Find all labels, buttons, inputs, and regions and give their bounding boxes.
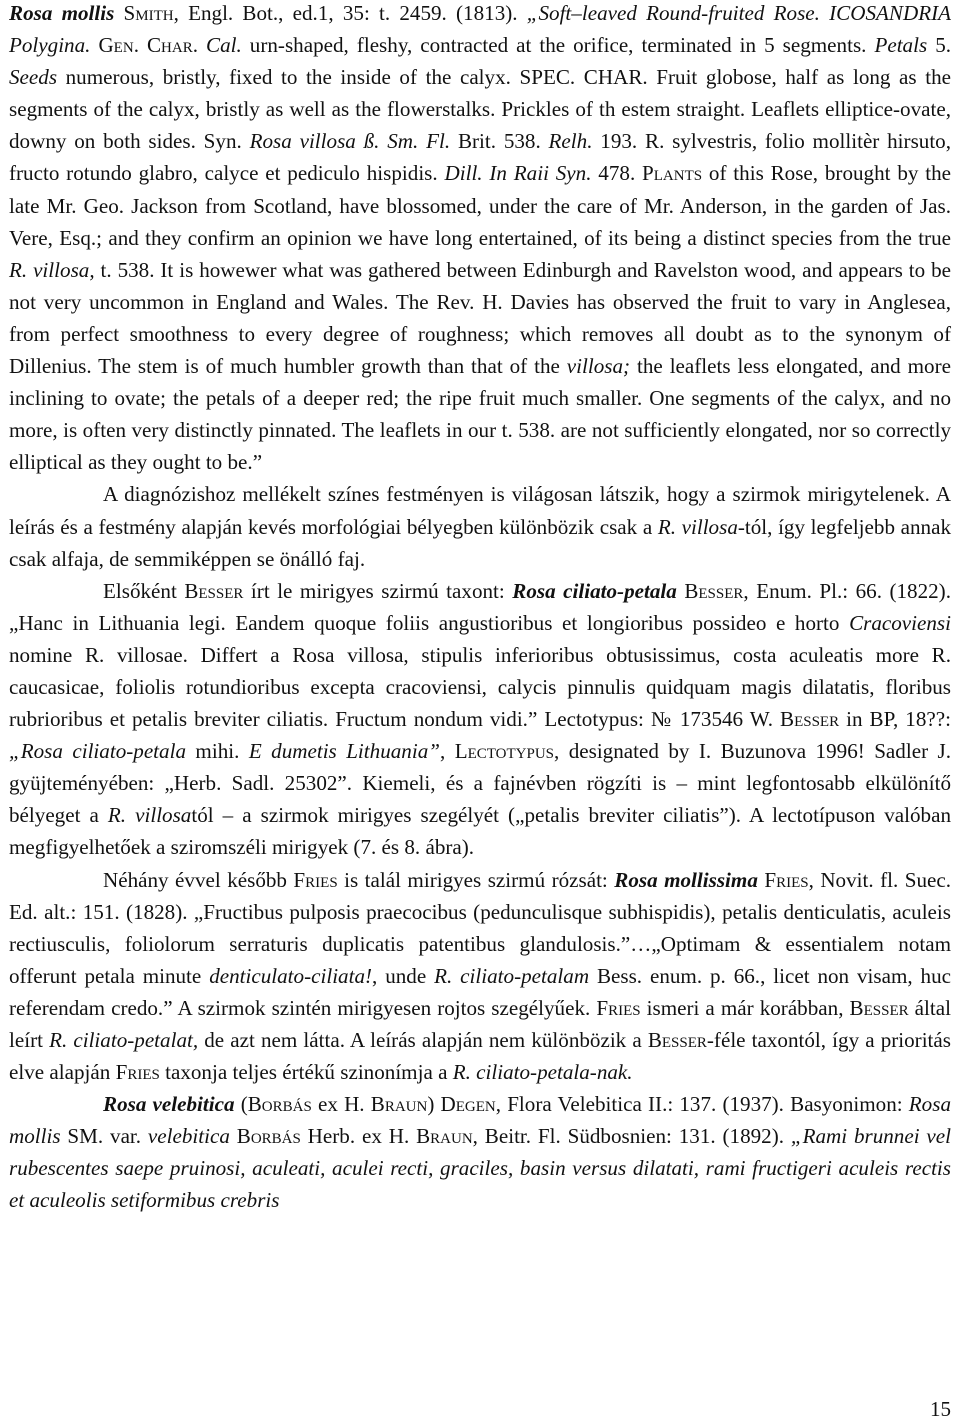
text-run — [230, 1124, 237, 1148]
text-run: t. 538. It is howewer what was gathered between Edinburgh and Ravelston wood, and appears to be not very uncommon in England and Wales. The Rev. H. Davies has observed the fruit to vary in Anglesea, from perfect smoothness to every degree of roughness; which removes all doubt as to the synonym of Dillenius. The stem is of much humbler growth than that of the — [9, 257, 952, 379]
text-run: R. ciliato-petalat, — [49, 1028, 199, 1052]
text-run: Petals — [874, 33, 928, 58]
text-run: denticulato-ciliata! — [209, 963, 373, 988]
text-run: , Beitr. Fl. Südbosnien: 131. (1892). — [472, 1124, 791, 1149]
text-run: , unde — [372, 963, 435, 988]
text-run: ex H. — [311, 1092, 371, 1117]
text-run: Seeds — [9, 65, 58, 90]
text-run: of this Rose, brought by the late Mr. Geo. Jackson from Scotland, have blossomed, under the care of Mr. Anderson, in the garden of Jas. Vere, Esq.; and they confirm an opinion we have long entertained, of its being a distinct species from the true — [9, 161, 951, 250]
text-run: Rosa mollissima — [614, 867, 758, 892]
text-run: Degen — [440, 1092, 496, 1117]
text-run: Herb. ex H. — [300, 1124, 417, 1149]
text-run: Fries — [293, 867, 338, 892]
text-run: , Enum. Pl.: 66. (1822). „Hanc in Lithuania legi. Eandem quoque foliis angustioribus et longioribus possideo e horto — [9, 578, 951, 635]
text-run: Fries — [115, 1060, 160, 1085]
text-run: urn-shaped, fleshy, contracted at the orifice, terminated in 5 segments. — [241, 33, 875, 58]
text-run: Borbás — [247, 1092, 312, 1117]
text-run: R. villosa, — [9, 257, 95, 282]
text-run: Rosa villosa ß. Sm. Fl. — [249, 129, 451, 154]
text-run: -tól, így legfeljebb annak csak alfaja, de semmiképpen se önálló faj. — [9, 514, 951, 571]
text-run: . — [133, 33, 147, 58]
text-run: de azt nem látta. A leírás alapján nem különbözik a — [198, 1028, 648, 1052]
text-run: -féle taxontól, így a prioritás elve alapján — [9, 1028, 951, 1085]
text-run: 193. R. sylvestris, folio mollitèr hirsuto, fructo rotundo glabro, calyce et pediculo hispidis. — [9, 129, 952, 186]
text-run: , designated by I. Buzunova 1996! Sadler J. gyüjteményében: „Herb. Sadl. 25302”. Kiemeli, és a fajnévben rögzíti is – mint legfontosabb elkülönítő bélyeget a — [9, 739, 952, 828]
text-run: mihi. — [186, 739, 249, 764]
text-run: Smith — [123, 1, 174, 25]
page-number: 15 — [930, 1397, 951, 1421]
text-run: R. ciliato-petalam — [434, 963, 590, 988]
text-run: Brit. 538. — [450, 129, 549, 154]
text-run: R. ciliato-petala-nak. — [452, 1060, 633, 1085]
text-run: 5. — [927, 33, 952, 58]
text-run: R. villosa — [657, 514, 738, 539]
text-run: . — [192, 33, 207, 58]
text-run: the leaflets less elongated, and more inclining to ovate; the petals of a deeper red; the ripe fruit much smaller. One segments of the calyx, and no more, is often very distinctly pinnated. The leaflets in our t. 538. are not sufficiently elongated, nor so correctly elliptical as they ought to be.” — [9, 354, 951, 475]
text-run: ) — [427, 1092, 441, 1117]
text-run: , Flora Velebitica II.: 137. (1937). Basyonimon: — [495, 1092, 909, 1117]
text-run: Fries — [596, 995, 641, 1020]
text-run: Cracoviensi — [849, 610, 951, 635]
text-run: Lectotypus — [454, 739, 554, 764]
text-run: „Soft–leaved Round-fruited Rose. ICOSANDRIA Polygina. — [9, 1, 951, 58]
text-run: nomine R. villosae. Differt a Rosa villosa, stipulis inferioribus obtusissimus, costa aculeatis more R. caucasicae, foliolis rotundioribus excepta cracoviensi, calycis pinnulis quidquam magis dilatatis, floribus rubrioribus et petalis breviter ciliatis. Fructum nondum vidi.” Lectotypus: № 173546 W. — [9, 642, 951, 732]
text-run: Plants — [642, 161, 703, 186]
paragraph-diagnosis — [9, 478, 951, 574]
text-run: taxonja teljes értékű szinonímja a — [159, 1060, 453, 1085]
text-run: „Rosa ciliato-petala — [9, 739, 186, 764]
text-run: A diagnózishoz mellékelt színes festményen is világosan látszik, hogy a szirmok mirigytelenek. A leírás és a festmény alapján kevés morfológiai bélyegben különbözik csak a — [9, 482, 951, 539]
text-run: Néhány évvel később — [103, 867, 294, 892]
text-run: velebitica — [147, 1124, 230, 1149]
text-run: SM. var. — [60, 1124, 148, 1149]
text-run: Cal. — [206, 33, 242, 58]
text-run: , Engl. Bot., ed.1, 35: t. 2459. (1813). — [173, 1, 527, 25]
text-run: Elsőként — [103, 578, 185, 603]
text-run: Fries — [764, 867, 809, 892]
paragraph-rosa-mollis-smith — [9, 0, 951, 478]
text-run: Gen — [98, 33, 134, 58]
text-run: tól – a szirmok mirigyes szegélyét („petalis breviter ciliatis”). A lectotípuson valóban megfigyelhetőek a sziromszéli mirigyek (7. és 8. ábra). — [9, 803, 951, 860]
text-run: ( — [234, 1092, 248, 1117]
text-run: „Rami brunnei vel rubescentes saepe pruinosi, aculeati, aculei recti, graciles, basin versus dilatati, rami fructigeri aculeis rectis et aculeolis setiformibus crebris — [9, 1124, 952, 1213]
text-run: Besser — [684, 578, 744, 603]
text-run: ismeri a már korábban, — [640, 995, 850, 1020]
text-run: E dumetis Lithuania” — [248, 739, 440, 764]
text-run: Besser — [647, 1028, 707, 1052]
paragraph-rosa-velebitica — [9, 1088, 951, 1216]
text-run: Rosa mollis — [9, 1, 115, 25]
text-run: numerous, bristly, fixed to the inside of the calyx. SPEC. CHAR. Fruit globose, half as long as the segments of the calyx, bristly as well as the flowerstalks. Prickles of th estem straight. Leaflets elliptice-ovate, downy on both sides. Syn. — [9, 65, 951, 154]
text-run: R. villosa — [107, 803, 192, 828]
paragraph-rosa-ciliato-petala — [9, 575, 951, 864]
text-run: Rosa ciliato-petala — [512, 578, 677, 603]
text-run: Rosa velebitica — [103, 1092, 235, 1117]
text-run: , — [439, 739, 455, 764]
text-run: által leírt — [9, 995, 951, 1052]
text-run: in BP, 18??: — [839, 707, 951, 732]
text-run: Rosa mollis — [9, 1092, 951, 1149]
text-run: Bess. enum. p. 66., licet non visam, huc referendam credo.” A szirmok szintén mirigyesen rojtos szegélyűek. — [9, 963, 951, 1020]
text-run: Char — [146, 33, 193, 58]
text-run: 478. — [591, 161, 643, 186]
text-run: Braun — [416, 1124, 473, 1149]
text-run: Besser — [780, 707, 840, 732]
text-run: Besser — [184, 578, 244, 603]
text-run: villosa; — [566, 354, 631, 379]
text-run: írt le mirigyes szirmú taxont: — [243, 578, 513, 603]
text-run: is talál mirigyes szirmú rózsát: — [337, 867, 615, 892]
text-run: Relh. — [548, 129, 593, 154]
body-text — [9, 0, 951, 1217]
text-run: Dill. In Raii Syn. — [444, 161, 592, 186]
paragraph-rosa-mollissima — [9, 864, 951, 1089]
text-run: , Novit. fl. Suec. Ed. alt.: 151. (1828). „Fructibus pulposis praecocibus (pedunculisque subhispidis), petalis denticulatis, aculeis rectiusculis, foliolorum serraturis duplicatis patentibus glandulosis.”…„Optimam & essentialem notam offerunt petala minute — [9, 867, 951, 988]
text-run — [114, 1, 123, 25]
text-run: Braun — [370, 1092, 428, 1117]
text-run: Besser — [849, 995, 909, 1020]
text-run: Borbás — [236, 1124, 301, 1149]
